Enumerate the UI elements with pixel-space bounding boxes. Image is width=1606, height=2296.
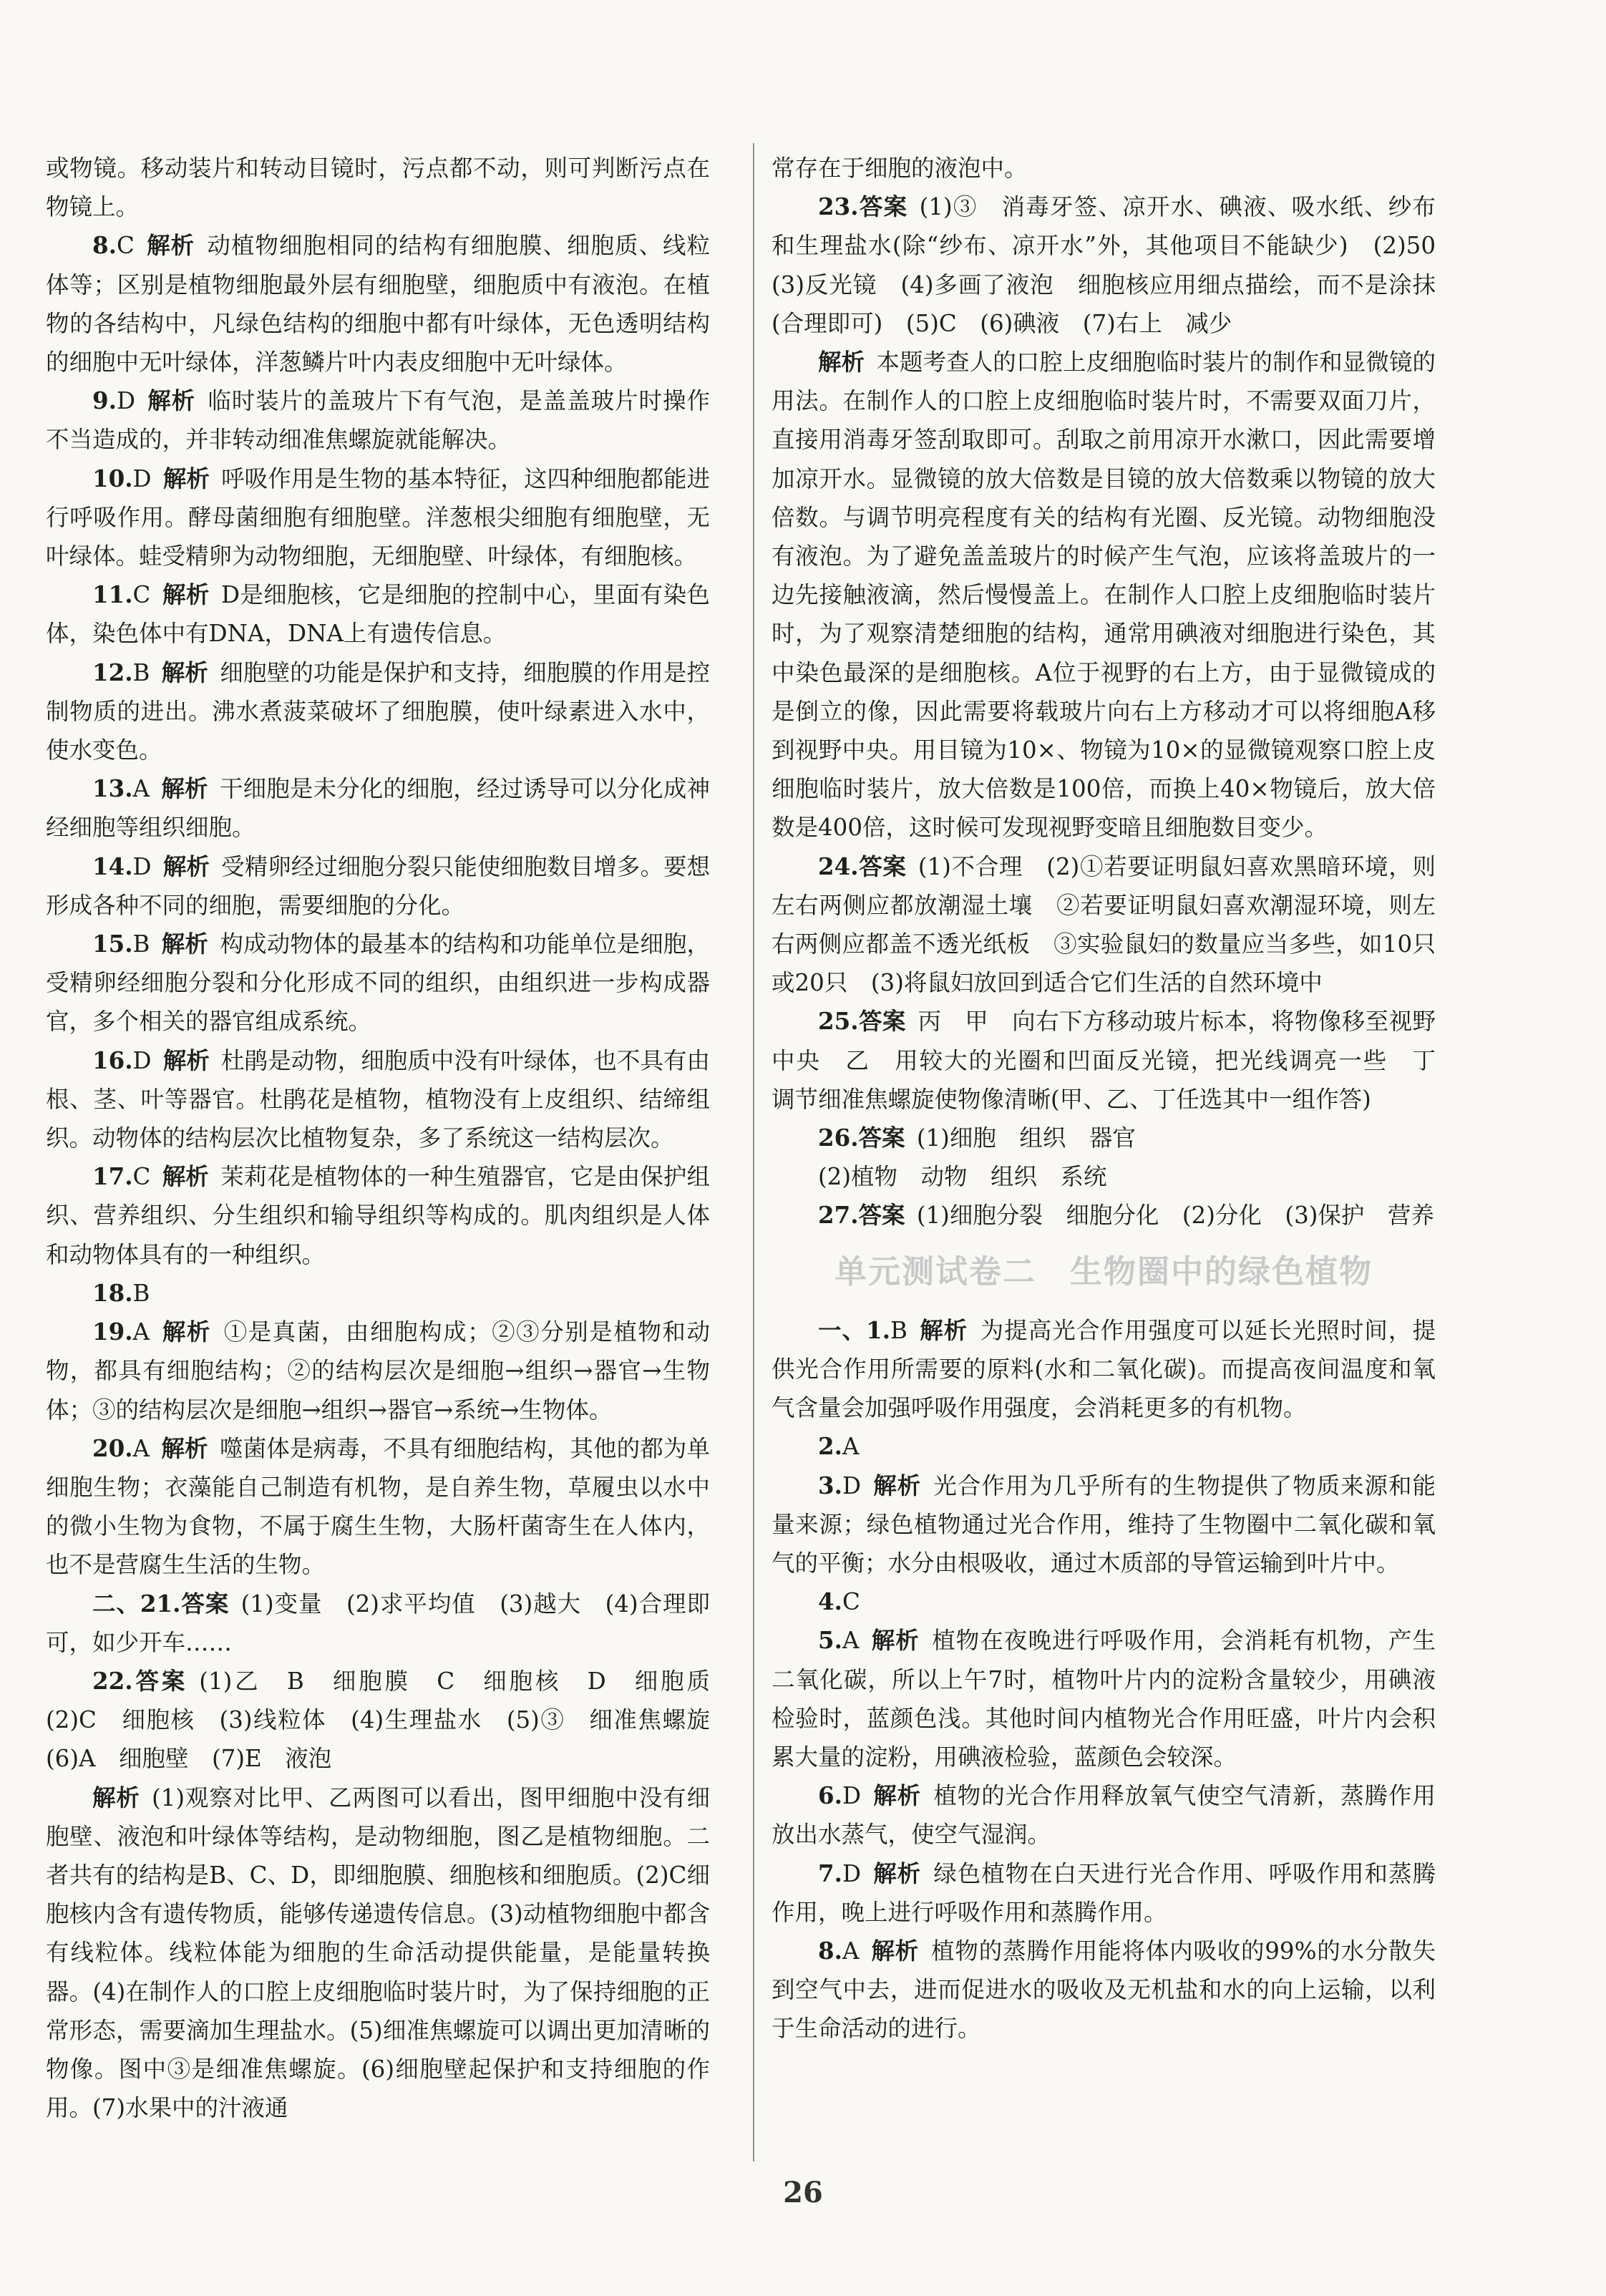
answer-paragraph xyxy=(46,1662,734,1779)
paragraph-text: (1)③ 消毒牙签、凉开水、碘液、吸水纸、纱布和生理盐水(除“纱布、凉开水”外，其他项目不能缺少) (2)50 (3)反光镜 (4)多画了液泡 细胞核应用细点描绘，而不是涂抹(合理即可) (5)C (6)碘液 (7)右上 减少 xyxy=(772,193,1459,337)
answer-choice: A xyxy=(132,1434,150,1462)
answer-choice: D xyxy=(842,1782,861,1810)
keyword-label: 解析 xyxy=(162,852,210,880)
paragraph-text: 绿色植物在白天进行光合作用、呼吸作用和蒸腾作用，晚上进行呼吸作用和蒸腾作用。 xyxy=(772,1859,1436,1926)
paragraph-text: 丙 甲 向右下方移动玻片标本，将物像移至视野中央 乙 用较大的光圈和凹面反光镜，把光线调亮一些 丁 调节细准焦螺旋使物像清晰(甲、乙、丁任选其中一组作答) xyxy=(772,1008,1459,1113)
question-number: 18. xyxy=(92,1278,133,1307)
keyword-label: 解析 xyxy=(161,1318,211,1346)
question-number: 7. xyxy=(818,1859,842,1887)
paragraph-text: 受精卵经过细胞分裂只能使细胞数目增多。要想形成各种不同的细胞，需要细胞的分化。 xyxy=(46,852,710,919)
keyword-label: 解析 xyxy=(870,1936,920,1965)
keyword-label: 解析 xyxy=(161,930,209,958)
question-number: 2. xyxy=(818,1432,842,1461)
keyword-label: 解析 xyxy=(919,1315,968,1344)
answer-paragraph xyxy=(46,1274,710,1313)
question-number: 一、1. xyxy=(818,1315,891,1344)
answer-choice: B xyxy=(132,1279,150,1307)
paragraph-text: 噬菌体是病毒，不具有细胞结构，其他的都为单细胞生物；衣藻能自己制造有机物，是自养生物，草履虫以水中的微小生物为食物，不属于腐生生物，大肠杆菌寄生在人体内，也不是营腐生生活的生物。 xyxy=(46,1434,710,1579)
answer-choice: D xyxy=(116,387,135,415)
question-number: 16. xyxy=(92,1046,133,1074)
answer-paragraph xyxy=(772,149,1436,188)
keyword-label: 解析 xyxy=(147,386,196,415)
answer-paragraph xyxy=(772,1621,1436,1776)
keyword-label: 答案 xyxy=(858,193,908,221)
paragraph-text: 本题考查人的口腔上皮细胞临时装片的制作和显微镜的用法。在制作人的口腔上皮细胞临时装片时，不需要双面刀片，直接用消毒牙签刮取即可。刮取之前用凉开水漱口，因此需要增加凉开水。显微镜的放大倍数是目镜的放大倍数乘以物镜的放大倍数。与调节明亮程度有关的结构有光圈、反光镜。动物细胞没有液泡。为了避免盖盖玻片的时候产生气泡，应该将盖玻片的一边先接触液滴，然后慢慢盖上。在制作人口腔上皮细胞临时装片时，为了观察清楚细胞的结构，通常用碘液对细胞进行染色，其中染色最深的是细胞核。A位于视野的右上方，由于显微镜成的是倒立的像，因此需要将载玻片向右上方移动才可以将细胞A移到视野中央。用目镜为10×、物镜为10×的显微镜观察口腔上皮细胞临时装片，放大倍数是100倍，而换上40×物镜后，放大倍数是400倍，这时候可发现视野变暗且细胞数目变少。 xyxy=(772,349,1436,842)
keyword-label: 解析 xyxy=(92,1783,140,1811)
answer-paragraph xyxy=(772,847,1436,1003)
paragraph-text: (1)观察对比甲、乙两图可以看出，图甲细胞中没有细胞壁、液泡和叶绿体等结构，是动物细胞，图乙是植物细胞。二者共有的结构是B、C、D，即细胞膜、细胞核和细胞质。(2)C细胞核内含有遗传物质，能够传递遗传信息。(3)动植物细胞中都含有线粒体。线粒体能为细胞的生命活动提供能量，是能量转换器。(4)在制作人的口腔上皮细胞临时装片时，为了保持细胞的正常形态，需要滴加生理盐水。(5)细准焦螺旋可以调出更加清晰的物像。图中③是细准焦螺旋。(6)细胞壁起保护和支持细胞的作用。(7)水果中的汁液通 xyxy=(46,1784,710,2122)
answer-paragraph xyxy=(46,575,710,653)
question-number: 14. xyxy=(92,852,133,880)
answer-paragraph xyxy=(46,847,710,925)
keyword-label: 答案 xyxy=(858,852,907,880)
answer-paragraph xyxy=(772,1854,1436,1932)
answer-paragraph xyxy=(46,1041,710,1158)
answer-choice: D xyxy=(132,464,152,492)
paragraph-text: (1)变量 (2)求平均值 (3)越大 (4)合理即可，如少开车…… xyxy=(46,1590,710,1656)
answer-choice: A xyxy=(842,1433,860,1461)
paragraph-text: 或物镜。移动装片和转动目镜时，污点都不动，则可判断污点在物镜上。 xyxy=(46,155,710,221)
answer-paragraph xyxy=(772,188,1459,343)
answer-paragraph xyxy=(46,1313,710,1429)
answer-choice: C xyxy=(842,1588,860,1616)
keyword-label: 答案 xyxy=(180,1589,230,1618)
keyword-label: 解析 xyxy=(161,774,208,803)
paragraph-text: 构成动物体的最基本的结构和功能单位是细胞，受精卵经细胞分裂和分化形成不同的组织，由组织进一步构成器官，多个相关的器官组成系统。 xyxy=(46,930,710,1036)
paragraph-text: 临时装片的盖玻片下有气泡，是盖盖玻片时操作不当造成的，并非转动细准焦螺旋就能解决。 xyxy=(46,387,710,454)
keyword-label: 解析 xyxy=(872,1781,922,1810)
paragraph-text: 杜鹃是动物，细胞质中没有叶绿体，也不具有由根、茎、叶等器官。杜鹃花是植物，植物没有上皮组织、结缔组织。动物体的结构层次比植物复杂，多了系统这一结构层次。 xyxy=(46,1046,710,1152)
answer-choice: B xyxy=(132,930,150,958)
answer-paragraph xyxy=(46,925,710,1041)
answer-choice: C xyxy=(116,232,135,260)
question-number: 8. xyxy=(92,231,117,260)
paragraph-text: 呼吸作用是生物的基本特征，这四种细胞都能进行呼吸作用。酵母菌细胞有细胞壁。洋葱根尖细胞有细胞壁，无叶绿体。蛙受精卵为动物细胞，无细胞壁、叶绿体，有细胞核。 xyxy=(46,464,710,570)
keyword-label: 解析 xyxy=(162,580,210,609)
answer-paragraph xyxy=(772,1119,1436,1157)
paragraph-text: 光合作用为几乎所有的生物提供了物质来源和能量来源；绿色植物通过光合作用，维持了生物圈中二氧化碳和氧气的平衡；水分由根吸收，通过木质部的导管运输到叶片中。 xyxy=(772,1472,1436,1577)
paragraph-text: (1)不合理 (2)①若要证明鼠妇喜欢黑暗环境，则左右两侧应都放潮湿土壤 ②若要证明鼠妇喜欢潮湿环境，则左右两侧应都盖不透光纸板 ③实验鼠妇的数量应当多些，如10只或20只 (3)将鼠妇放回到适合它们生活的自然环境中 xyxy=(772,852,1436,997)
question-number: 17. xyxy=(92,1162,133,1191)
answer-choice: D xyxy=(132,852,152,880)
paragraph-text: (1)乙 B 细胞膜 C 细胞核 D 细胞质 (2)C 细胞核 (3)线粒体 (4)生理盐水 (5)③ 细准焦螺旋 (6)A 细胞壁 (7)E 液泡 xyxy=(46,1667,734,1773)
answer-choice: D xyxy=(842,1859,861,1887)
question-number: 4. xyxy=(818,1587,842,1616)
question-number: 24. xyxy=(818,852,859,880)
question-number: 22. xyxy=(92,1666,133,1695)
answer-paragraph xyxy=(46,1157,710,1274)
question-number: 27. xyxy=(818,1201,859,1230)
keyword-label: 解析 xyxy=(872,1859,922,1887)
answer-choice: A xyxy=(132,1318,150,1346)
answer-paragraph xyxy=(46,1429,710,1585)
answer-paragraph xyxy=(46,769,710,847)
keyword-label: 解析 xyxy=(872,1471,922,1499)
paragraph-text: 植物在夜晚进行呼吸作用，会消耗有机物，产生二氧化碳，所以上午7时，植物叶片内的淀粉含量较少，用碘液检验时，蓝颜色浅。其他时间内植物光合作用旺盛，叶片内会积累大量的淀粉，用碘液检验，蓝颜色会较深。 xyxy=(772,1627,1436,1771)
answer-paragraph xyxy=(772,1582,1436,1621)
answer-paragraph xyxy=(46,459,710,576)
question-number: 25. xyxy=(818,1007,859,1036)
paragraph-text: 常存在于细胞的液泡中。 xyxy=(772,155,1028,182)
paragraph-text: 动植物细胞相同的结构有细胞膜、细胞质、线粒体等；区别是植物细胞最外层有细胞壁，细胞质中有液泡。在植物的各结构中，凡绿色结构的细胞中都有叶绿体，无色透明结构的细胞中无叶绿体，洋葱鳞片叶内表皮细胞中无叶绿体。 xyxy=(46,232,710,376)
column-divider xyxy=(753,143,754,2161)
keyword-label: 答案 xyxy=(858,1124,905,1152)
paragraph-text: 为提高光合作用强度可以延长光照时间，提供光合作用所需要的原料(水和二氧化碳)。而提高夜间温度和氧气含量会加强呼吸作用强度，会消耗更多的有机物。 xyxy=(772,1316,1436,1422)
answer-paragraph xyxy=(46,381,710,459)
answer-choice: A xyxy=(132,775,150,803)
answer-paragraph xyxy=(46,149,710,226)
paragraph-text: (1)细胞分裂 细胞分化 (2)分化 (3)保护 营养 xyxy=(916,1202,1434,1230)
paragraph-text: 细胞壁的功能是保护和支持，细胞膜的作用是控制物质的进出。沸水煮菠菜破坏了细胞膜，使叶绿素进入水中，使水变色。 xyxy=(46,658,710,764)
answer-paragraph xyxy=(772,1311,1436,1428)
paragraph-text: 植物的光合作用释放氧气使空气清新，蒸腾作用放出水蒸气，使空气湿润。 xyxy=(772,1782,1436,1849)
answer-paragraph xyxy=(772,343,1436,847)
answer-choice: A xyxy=(842,1937,860,1965)
paragraph-text: 茉莉花是植物体的一种生殖器官，它是由保护组织、营养组织、分生组织和输导组织等构成的。肌肉组织是人体和动物体具有的一种组织。 xyxy=(46,1163,710,1268)
keyword-label: 解析 xyxy=(162,464,210,492)
answer-choice: C xyxy=(132,1163,151,1191)
right-column xyxy=(772,149,1459,2048)
answer-paragraph xyxy=(772,1157,1436,1196)
keyword-label: 解析 xyxy=(146,231,195,260)
answer-choice: D xyxy=(842,1472,861,1499)
question-number: 9. xyxy=(92,386,117,415)
answer-paragraph xyxy=(772,1466,1436,1583)
answer-choice: D xyxy=(132,1046,152,1074)
paragraph-text: 干细胞是未分化的细胞，经过诱导可以分化成神经细胞等组织细胞。 xyxy=(46,775,710,842)
answer-paragraph xyxy=(772,1002,1459,1119)
keyword-label: 解析 xyxy=(162,1162,209,1191)
page-number: 26 xyxy=(783,2176,823,2209)
paragraph-text: 植物的蒸腾作用能将体内吸收的99%的水分散失到空气中去，进而促进水的吸收及无机盐和水的向上运输，以利于生命活动的进行。 xyxy=(772,1937,1436,2043)
answer-choice: C xyxy=(132,581,151,609)
answer-paragraph xyxy=(46,653,710,770)
answer-choice: A xyxy=(842,1627,860,1655)
answer-choice: B xyxy=(890,1316,907,1344)
question-number: 8. xyxy=(818,1936,842,1965)
keyword-label: 解析 xyxy=(162,1046,210,1074)
paragraph-text: ①是真菌，由细胞构成；②③分别是植物和动物，都具有细胞结构；②的结构层次是细胞→组织→器官→生物体；③的结构层次是细胞→组织→器官→系统→生物体。 xyxy=(46,1318,710,1424)
keyword-label: 解析 xyxy=(870,1626,920,1655)
paragraph-text: D是细胞核，它是细胞的控制中心，里面有染色体，染色体中有DNA，DNA上有遗传信息。 xyxy=(46,581,710,648)
keyword-label: 解析 xyxy=(161,658,209,686)
unit-title: 单元测试卷二 生物圈中的绿色植物 xyxy=(834,1252,1373,1290)
answer-paragraph xyxy=(46,1779,710,2128)
question-number: 15. xyxy=(92,930,133,958)
answer-paragraph xyxy=(46,226,710,381)
answer-paragraph xyxy=(772,1776,1436,1854)
keyword-label: 答案 xyxy=(858,1007,906,1036)
question-number: 二、21. xyxy=(92,1589,181,1618)
question-number: 6. xyxy=(818,1781,842,1810)
answer-paragraph xyxy=(772,1427,1436,1466)
question-number: 20. xyxy=(92,1434,133,1462)
question-number: 23. xyxy=(818,193,859,221)
question-number: 19. xyxy=(92,1318,133,1346)
question-number: 11. xyxy=(92,580,133,609)
keyword-label: 解析 xyxy=(161,1434,208,1462)
paragraph-text: (2)植物 动物 组织 系统 xyxy=(818,1163,1107,1191)
keyword-label: 答案 xyxy=(858,1201,905,1230)
question-number: 26. xyxy=(818,1124,859,1152)
answer-paragraph xyxy=(46,1585,710,1662)
question-number: 12. xyxy=(92,658,133,686)
answer-paragraph xyxy=(772,1932,1436,2048)
keyword-label: 解析 xyxy=(818,348,865,376)
question-number: 3. xyxy=(818,1471,842,1499)
keyword-label: 答案 xyxy=(132,1666,188,1695)
answer-choice: B xyxy=(132,658,150,686)
question-number: 5. xyxy=(818,1626,842,1655)
answer-paragraph xyxy=(772,1196,1436,1235)
paragraph-text: (1)细胞 组织 器官 xyxy=(916,1124,1136,1152)
question-number: 10. xyxy=(92,464,133,492)
question-number: 13. xyxy=(92,774,133,803)
left-column xyxy=(46,149,734,2127)
